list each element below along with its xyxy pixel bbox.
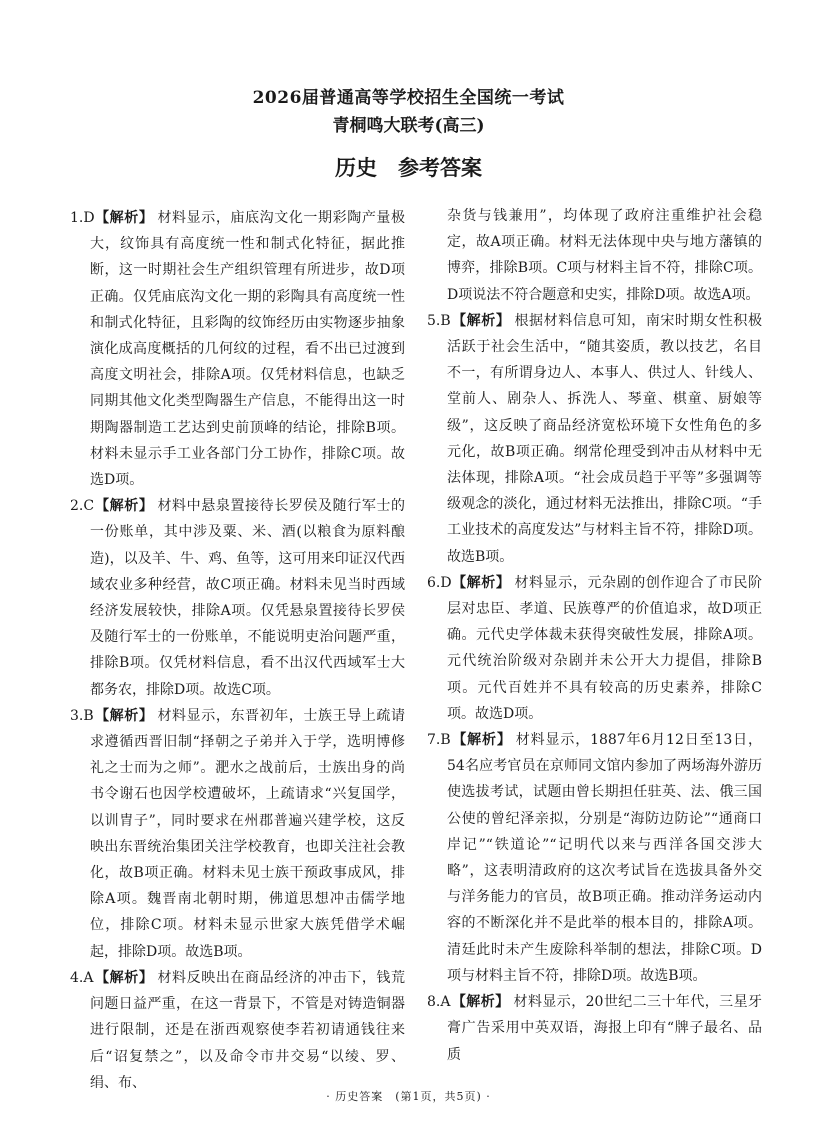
page-title: 历史 参考答案 <box>335 155 482 180</box>
page-footer: · 历史答案 (第1页，共5页) · <box>326 1090 491 1103</box>
answer-item-5: 5.B 【解析】 根据材料信息可知，南宋时期女性积极活跃于社会生活中，“随其姿质，教以技艺，名目不一，有所谓身边人、本事人、供过人、针线人、堂前人、剧杂人、拆洗人、琴童、棋童、厨娘等级”，这反映了商品经济宽松环境下女性角色的多元化，故B项正确。纲常伦理受到冲击从材料中无法体现，排除A项。“社会成员趋于平等”多强调等级观念的淡化，通过材料无法推出，排除C项。“手工业技术的高度发达”与材料主旨不符，排除D项。故选B项。 <box>427 312 763 565</box>
answer-item-4: 4.A 【解析】 材料反映出在商品经济的冲击下，钱荒问题日益严重，在这一背景下，不管是对铸造铜器进行限制，还是在浙西观察使李若初请通钱往来后“诏复禁之”，以及命令市井交易“以绫、罗、绢、布、 <box>70 969 406 1091</box>
page-header <box>0 84 817 186</box>
right-column <box>427 203 762 1068</box>
answer-item-2: 2.C 【解析】 材料中悬泉置接待长罗侯及随行军士的一份账单，其中涉及粟、米、酒(以粮食为原料酿造)，以及羊、牛、鸡、鱼等，这可用来印证汉代西域农业多种经营，故C项正确。材料未见当时西域经济发展较快，排除A项。仅凭悬泉置接待长罗侯及随行军士的一份账单，不能说明吏治问题严重，排除B项。仅凭材料信息，看不出汉代西域军士大都务农，排除D项。故选C项。 <box>70 498 406 698</box>
answer-item-4-continued: 杂货与钱兼用”，均体现了政府注重维护社会稳定，故A项正确。材料无法体现中央与地方藩镇的博弈，排除B项。C项与材料主旨不符，排除C项。D项说法不符合题意和史实，排除D项。故选A项。 <box>447 208 762 303</box>
answer-item-6: 6.D 【解析】 材料显示，元杂剧的创作迎合了市民阶层对忠臣、孝道、民族尊严的价值追求，故D项正确。元代史学体裁未获得突破性发展，排除A项。元代统治阶级对杂剧并未公开大力提倡，排除B项。元代百姓并不具有较高的历史素养，排除C项。故选D项。 <box>427 574 763 722</box>
answer-item-7: 7.B 【解析】 材料显示，1887年6月12日至13日，54名应考官员在京师同文馆内参加了两场海外游历使选拔考试，试题由曾长期担任驻英、法、俄三国公使的曾纪泽亲拟，分别是“海防边防论”“通商口岸记”“铁道论”“记明代以来与西洋各国交涉大略”，这表明清政府的这次考试旨在选拔具备外交与洋务能力的官员，故B项正确。推动洋务运动内容的不断深化并不是此举的根本目的，排除A项。清廷此时未产生废除科举制的想法，排除C项。D项与材料主旨不符，排除D项。故选B项。 <box>427 732 762 984</box>
exam-title: 2026届普通高等学校招生全国统一考试 <box>252 88 565 108</box>
exam-subtitle: 青桐鸣大联考(高三) <box>332 116 485 136</box>
answer-item-3: 3.B 【解析】 材料显示，东晋初年，士族王导上疏请求遵循西晋旧制“择朝之子弟并入于学，选明博修礼之士而为之师”。淝水之战前后，士族出身的尚书令谢石也因学校遭破坏，上疏请求“兴复国学，以训胄子”，同时要求在州郡普遍兴建学校，这反映出东晋统治集团关注学校教育，也即关注社会教化，故B项正确。材料未见士族干预政事成风，排除A项。魏晋南北朝时期，佛道思想冲击儒学地位，排除C项。材料未显示世家大族凭借学术崛起，排除D项。故选B项。 <box>70 707 406 960</box>
left-column <box>70 205 405 1096</box>
answer-item-8: 8.A 【解析】 材料显示，20世纪二三十年代，三星牙膏广告采用中英双语，海报上印有“牌子最名、品质 <box>427 994 763 1063</box>
answer-item-1: 1.D 【解析】 材料显示，庙底沟文化一期彩陶产量极大，纹饰具有高度统一性和制式化特征，据此推断，这一时期社会生产组织管理有所进步，故D项正确。仅凭庙底沟文化一期的彩陶具有高度统一性和制式化特征，且彩陶的纹饰经历由实物逐步抽象演化成高度概括的几何纹的过程，看不出已过渡到高度文明社会，排除A项。仅凭材料信息，也缺乏同期其他文化类型陶器生产信息，不能得出这一时期陶器制造工艺达到史前顶峰的结论，排除B项。材料未显示手工业各部门分工协作，排除C项。故选D项。 <box>70 210 406 489</box>
